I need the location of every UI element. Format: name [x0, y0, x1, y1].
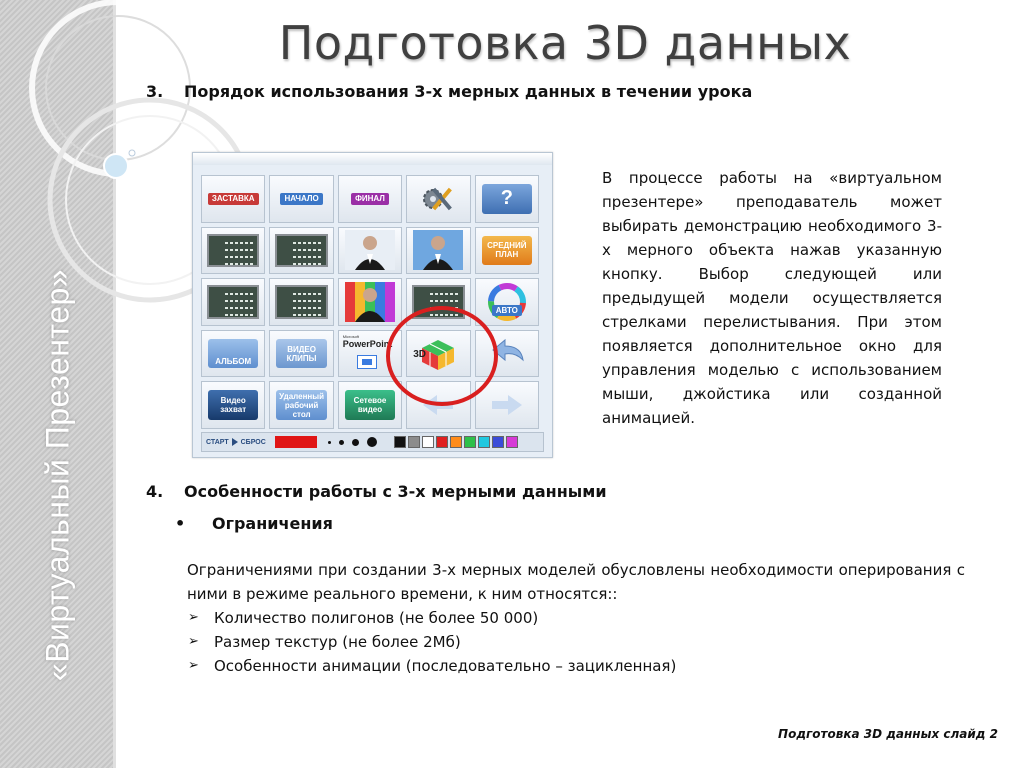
help-icon: ? [482, 184, 532, 214]
brush-size-medium[interactable] [339, 440, 344, 445]
color-swatch[interactable] [450, 436, 462, 448]
presenter-camera-2[interactable] [406, 227, 470, 275]
album-button[interactable] [201, 330, 265, 378]
network-video-label: Сетевое видео [345, 390, 395, 420]
presenter-camera-3[interactable] [338, 278, 402, 326]
arrow-right-icon [490, 393, 524, 417]
board-camera-1[interactable] [201, 227, 265, 275]
presenter-screenshot [192, 152, 553, 458]
video-capture-button[interactable] [201, 381, 265, 429]
presenter-camera-1[interactable] [338, 227, 402, 275]
settings-button[interactable] [406, 175, 470, 223]
brush-size-xlarge[interactable] [367, 437, 377, 447]
highlight-circle [386, 306, 498, 406]
slide-icon [357, 355, 377, 369]
presenter-person-icon [345, 230, 395, 270]
network-video-button[interactable] [338, 381, 402, 429]
zastavka-button[interactable] [201, 175, 265, 223]
bullet-heading: Ограничения [212, 514, 333, 533]
reset-button[interactable]: СБРОС [240, 438, 266, 446]
remote-desktop-button[interactable] [269, 381, 333, 429]
3d-label: 3D [413, 348, 426, 360]
video-clips-button[interactable] [269, 330, 333, 378]
final-button[interactable] [338, 175, 402, 223]
section-3-number: 3. [146, 82, 164, 101]
limitation-item: ➢ Размер текстур (не более 2Мб) [214, 630, 914, 654]
color-swatch[interactable] [408, 436, 420, 448]
help-button[interactable] [475, 175, 539, 223]
gears-tools-icon [418, 182, 458, 216]
color-swatch[interactable] [478, 436, 490, 448]
color-swatch[interactable] [506, 436, 518, 448]
section-3-heading: Порядок использования 3-х мерных данных в течении урока [184, 82, 753, 101]
limitations-intro: Ограничениями при создании 3-х мерных моделей обусловлены необходимости оперирования с ними в режиме реального времени, к ним относятся:: [187, 561, 965, 603]
sidebar-divider [113, 0, 116, 768]
album-label: АЛЬБОМ [208, 339, 258, 369]
powerpoint-label: PowerPoint [342, 338, 393, 349]
bullet-mark: • [175, 514, 186, 533]
chalkboard-icon [275, 234, 327, 268]
color-swatch[interactable] [492, 436, 504, 448]
presenter-color-person-icon [345, 282, 395, 322]
board-camera-2[interactable] [269, 227, 333, 275]
nachalo-button[interactable] [269, 175, 333, 223]
powerpoint-small-text: Microsoft [342, 333, 360, 339]
color-swatch[interactable] [422, 436, 434, 448]
color-swatch[interactable] [436, 436, 448, 448]
screenshot-bottom-toolbar [201, 432, 544, 452]
current-color-swatch [275, 436, 317, 448]
avto-label: АВТО [492, 305, 522, 316]
brush-size-large[interactable] [352, 439, 359, 446]
remote-desktop-label: Удаленный рабочий стол [276, 390, 326, 420]
screenshot-titlebar [193, 153, 552, 165]
limitation-item: ➢ Особенности анимации (последовательно – зацикленная) [214, 654, 914, 678]
section-4-heading: Особенности работы с 3-х мерными данными [184, 482, 607, 501]
slide-footer: Подготовка 3D данных слайд 2 [778, 727, 998, 741]
final-label: ФИНАЛ [351, 193, 389, 205]
page-title: Подготовка 3D данных [278, 16, 852, 70]
avto-button[interactable] [475, 278, 539, 326]
brush-size-small[interactable] [328, 441, 331, 444]
chalkboard-icon [275, 285, 327, 319]
zastavka-label: ЗАСТАВКА [208, 193, 259, 205]
presenter-person-icon [413, 230, 463, 270]
nachalo-label: НАЧАЛО [280, 193, 322, 205]
board-camera-3[interactable] [201, 278, 265, 326]
presenter-button-grid [201, 175, 539, 429]
color-swatch[interactable] [394, 436, 406, 448]
board-camera-4[interactable] [269, 278, 333, 326]
start-button[interactable]: СТАРТ [206, 438, 229, 446]
chalkboard-icon [207, 285, 259, 319]
video-capture-label: Видео захват [208, 390, 258, 420]
section-4-number: 4. [146, 482, 164, 501]
video-clips-label: ВИДЕО КЛИПЫ [276, 339, 326, 369]
color-swatch[interactable] [464, 436, 476, 448]
sredniy-plan-label: СРЕДНИЙ ПЛАН [482, 236, 532, 266]
description-text: В процессе работы на «виртуальном презентере» преподаватель может выбирать демонстрацию необходимого 3-х мерного объекта нажав указанную кнопку. Выбор следующей или предыдущей модели осуществляется стрелками перелистывания. При этом появляется дополнительное окно для управления моделью с использованием мыши, джойстика или созданной анимацией. [602, 169, 942, 427]
arrow-right-small-icon [232, 438, 238, 446]
sidebar-title: «Виртуальный Презентер» [39, 268, 76, 682]
sredniy-plan-button[interactable] [475, 227, 539, 275]
limitation-item: ➢ Количество полигонов (не более 50 000) [214, 606, 914, 630]
chalkboard-icon [207, 234, 259, 268]
color-palette [394, 436, 518, 448]
